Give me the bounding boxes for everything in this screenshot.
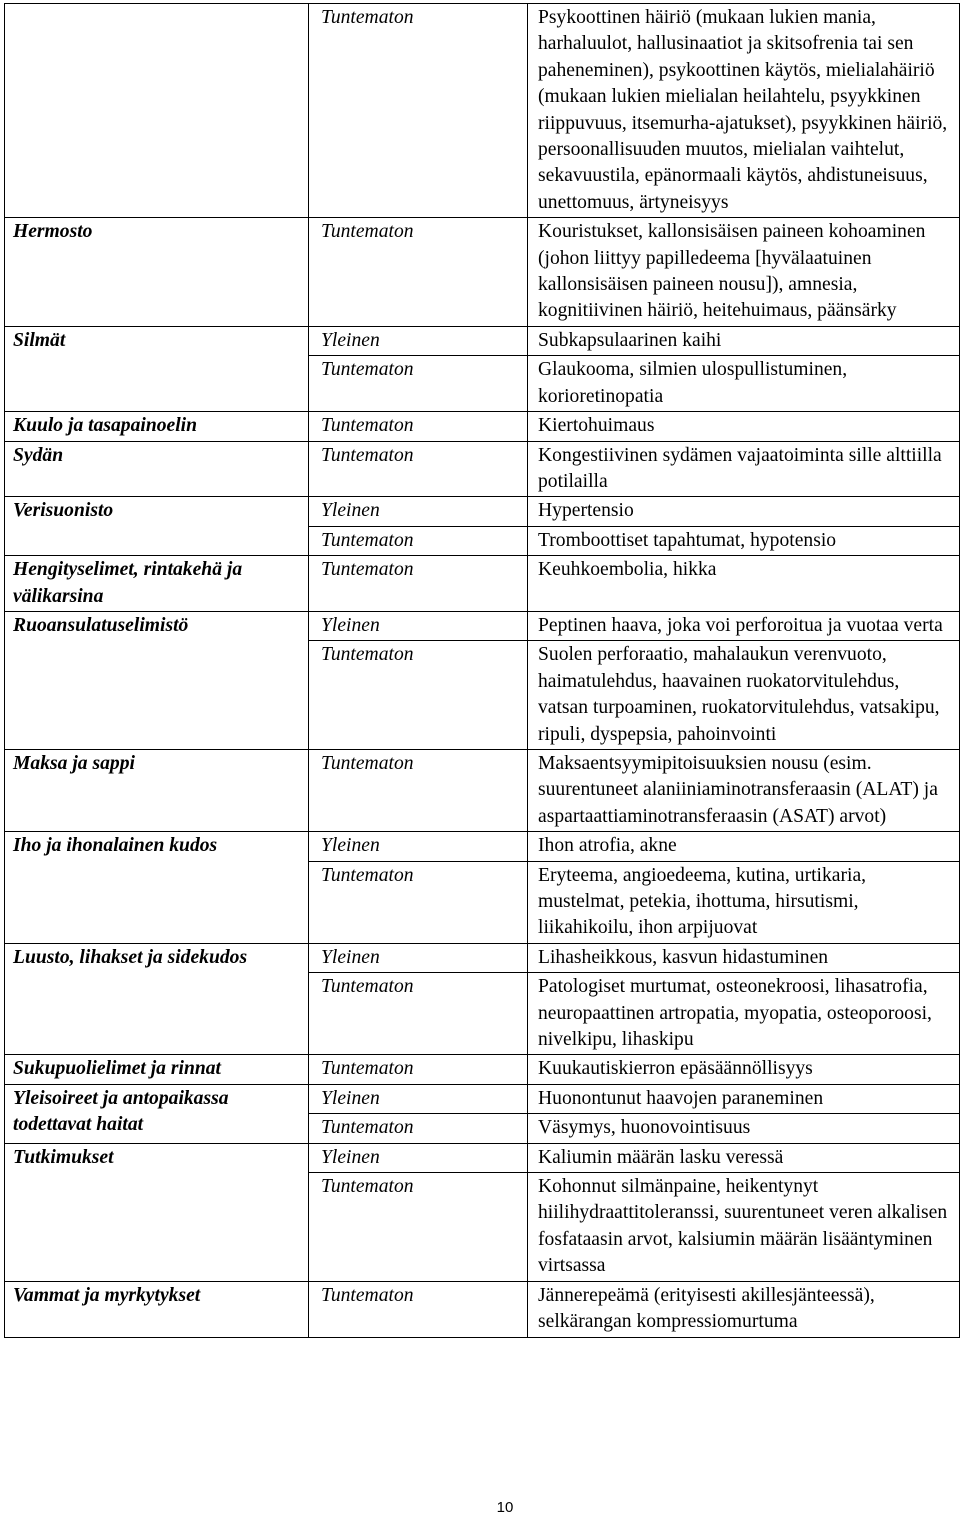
table-row <box>5 611 960 640</box>
frequency-cell: Tuntematon <box>309 526 528 555</box>
effect-cell: Kuukautiskierron epäsäännöllisyys <box>528 1055 960 1084</box>
frequency-cell: Tuntematon <box>309 1281 528 1337</box>
table-row <box>5 1143 960 1172</box>
effect-cell: Ihon atrofia, akne <box>528 832 960 861</box>
frequency-cell: Yleinen <box>309 1143 528 1172</box>
effect-cell: Kohonnut silmänpaine, heikentynyt hiilihydraattitoleranssi, suurentuneet veren alkalisen fosfataasin arvot, kalsiumin määrän lisääntyminen virtsassa <box>528 1173 960 1282</box>
frequency-cell: Yleinen <box>309 832 528 861</box>
table-row <box>5 832 960 861</box>
frequency-cell: Tuntematon <box>309 861 528 943</box>
organ-class-cell: Sukupuolielimet ja rinnat <box>5 1055 309 1084</box>
table-row <box>5 412 960 441</box>
organ-class-cell: Luusto, lihakset ja sidekudos <box>5 943 309 1055</box>
effect-cell: Väsymys, huonovointisuus <box>528 1114 960 1143</box>
adverse-effects-table <box>4 3 960 1338</box>
frequency-cell: Yleinen <box>309 611 528 640</box>
table-row <box>5 497 960 526</box>
frequency-cell: Tuntematon <box>309 749 528 831</box>
organ-class-cell: Yleisoireet ja antopaikassa todettavat haitat <box>5 1084 309 1143</box>
effect-cell: Jännerepeämä (erityisesti akillesjänteessä), selkärangan kompressiomurtuma <box>528 1281 960 1337</box>
organ-class-cell: Vammat ja myrkytykset <box>5 1281 309 1337</box>
frequency-cell: Yleinen <box>309 1084 528 1113</box>
table-row <box>5 1084 960 1113</box>
effect-cell: Peptinen haava, joka voi perforoitua ja vuotaa verta <box>528 611 960 640</box>
frequency-cell: Yleinen <box>309 943 528 972</box>
table-row <box>5 749 960 831</box>
organ-class-cell: Verisuonisto <box>5 497 309 556</box>
frequency-cell: Yleinen <box>309 497 528 526</box>
frequency-cell: Tuntematon <box>309 4 528 218</box>
organ-class-cell: Hengityselimet, rintakehä ja välikarsina <box>5 556 309 612</box>
table-row <box>5 441 960 497</box>
frequency-cell: Tuntematon <box>309 412 528 441</box>
effect-cell: Kiertohuimaus <box>528 412 960 441</box>
frequency-cell: Tuntematon <box>309 556 528 612</box>
table-row <box>5 326 960 355</box>
organ-class-cell: Maksa ja sappi <box>5 749 309 831</box>
organ-class-cell: Ruoansulatuselimistö <box>5 611 309 749</box>
effect-cell: Subkapsulaarinen kaihi <box>528 326 960 355</box>
effect-cell: Kaliumin määrän lasku veressä <box>528 1143 960 1172</box>
effect-cell: Glaukooma, silmien ulospullistuminen, korioretinopatia <box>528 356 960 412</box>
frequency-cell: Tuntematon <box>309 1173 528 1282</box>
organ-class-cell: Hermosto <box>5 218 309 327</box>
frequency-cell: Tuntematon <box>309 356 528 412</box>
table-row <box>5 4 960 218</box>
effect-cell: Huonontunut haavojen paraneminen <box>528 1084 960 1113</box>
effect-cell: Kouristukset, kallonsisäisen paineen kohoaminen (johon liittyy papilledeema [hyvälaatuinen kallonsisäisen paineen nousu]), amnesia, kognitiivinen häiriö, heitehuimaus, päänsärky <box>528 218 960 327</box>
effect-cell: Lihasheikkous, kasvun hidastuminen <box>528 943 960 972</box>
frequency-cell: Tuntematon <box>309 218 528 327</box>
effect-cell: Eryteema, angioedeema, kutina, urtikaria, mustelmat, petekia, ihottuma, hirsutismi, liikahikoilu, ihon arpijuovat <box>528 861 960 943</box>
frequency-cell: Tuntematon <box>309 1114 528 1143</box>
effect-cell: Suolen perforaatio, mahalaukun verenvuoto, haimatulehdus, haavainen ruokatorvitulehdus, vatsan turpoaminen, ruokatorvitulehdus, vatsakipu, ripuli, dyspepsia, pahoinvointi <box>528 641 960 750</box>
frequency-cell: Tuntematon <box>309 441 528 497</box>
table-row <box>5 943 960 972</box>
frequency-cell: Tuntematon <box>309 641 528 750</box>
organ-class-cell: Silmät <box>5 326 309 411</box>
frequency-cell: Tuntematon <box>309 1055 528 1084</box>
effect-cell: Hypertensio <box>528 497 960 526</box>
table-body <box>5 4 960 1338</box>
effect-cell: Keuhkoembolia, hikka <box>528 556 960 612</box>
organ-class-cell <box>5 4 309 218</box>
effect-cell: Tromboottiset tapahtumat, hypotensio <box>528 526 960 555</box>
organ-class-cell: Kuulo ja tasapainoelin <box>5 412 309 441</box>
organ-class-cell: Sydän <box>5 441 309 497</box>
organ-class-cell: Tutkimukset <box>5 1143 309 1281</box>
effect-cell: Psykoottinen häiriö (mukaan lukien mania, harhaluulot, hallusinaatiot ja skitsofrenia tai sen paheneminen), psykoottinen käytös, mielialahäiriö (mukaan lukien mielialan heilahtelu, psyykkinen riippuvuus, itsemurha-ajatukset), psyykkinen häiriö, persoonallisuuden muutos, mielialan vaihtelut, sekavuustila, epänormaali käytös, ahdistuneisuus, unettomuus, ärtyneisyys <box>528 4 960 218</box>
effect-cell: Patologiset murtumat, osteonekroosi, lihasatrofia, neuropaattinen artropatia, myopatia, osteoporoosi, nivelkipu, lihaskipu <box>528 973 960 1055</box>
table-row <box>5 1281 960 1337</box>
page-number: 10 <box>496 1499 514 1516</box>
effect-cell: Kongestiivinen sydämen vajaatoiminta sille alttiilla potilailla <box>528 441 960 497</box>
table-row <box>5 556 960 612</box>
table-row <box>5 218 960 327</box>
effect-cell: Maksaentsyymipitoisuuksien nousu (esim. suurentuneet alaniiniaminotransferaasin (ALAT) ja aspartaattiaminotransferaasin (ASAT) arvot) <box>528 749 960 831</box>
frequency-cell: Yleinen <box>309 326 528 355</box>
frequency-cell: Tuntematon <box>309 973 528 1055</box>
table-row <box>5 1055 960 1084</box>
organ-class-cell: Iho ja ihonalainen kudos <box>5 832 309 944</box>
